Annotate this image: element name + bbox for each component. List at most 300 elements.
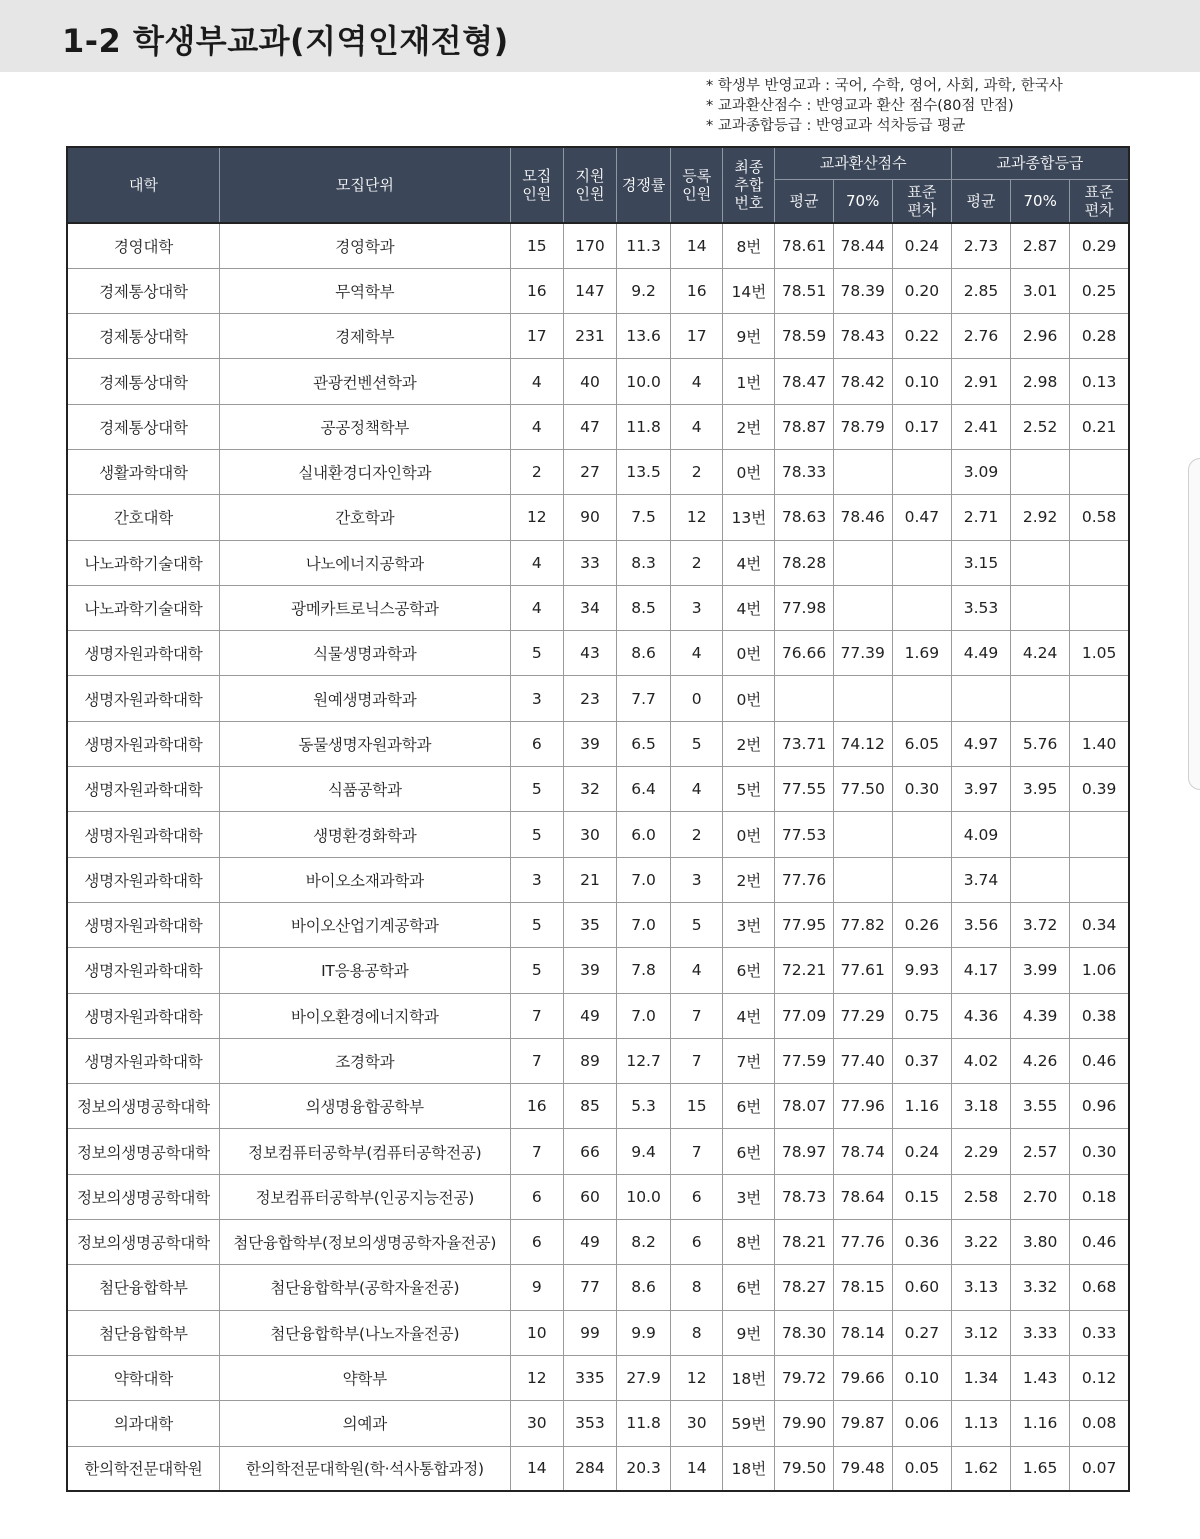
score-avg-cell: 77.55: [775, 767, 833, 812]
score-avg-cell: 77.95: [775, 902, 833, 947]
grade-avg-cell: 4.49: [951, 631, 1010, 676]
unit-cell: 식물생명과학과: [219, 631, 510, 676]
applicants-cell: 170: [563, 223, 616, 268]
final-no-cell: 0번: [723, 449, 775, 494]
score-70-cell: 77.76: [833, 1220, 892, 1265]
grade-avg-cell: 3.22: [951, 1220, 1010, 1265]
unit-cell: 식품공학과: [219, 767, 510, 812]
applicants-cell: 39: [563, 721, 616, 766]
applicants-cell: 66: [563, 1129, 616, 1174]
score-avg-cell: 79.90: [775, 1401, 833, 1446]
unit-cell: 바이오환경에너지학과: [219, 993, 510, 1038]
unit-cell: 바이오산업기계공학과: [219, 902, 510, 947]
score-avg-cell: 78.73: [775, 1174, 833, 1219]
applicants-cell: 284: [563, 1446, 616, 1491]
score-std-cell: 0.24: [892, 1129, 951, 1174]
unit-cell: 의생명융합공학부: [219, 1084, 510, 1129]
header-grade-std: 표준 편차: [1070, 179, 1129, 223]
registered-cell: 2: [671, 449, 723, 494]
university-cell: 생명자원과학대학: [67, 676, 219, 721]
ratio-cell: 10.0: [617, 359, 671, 404]
table-row: [67, 495, 1129, 540]
ratio-cell: 7.0: [617, 857, 671, 902]
applicants-cell: 39: [563, 948, 616, 993]
table-row: [67, 721, 1129, 766]
applicants-cell: 34: [563, 585, 616, 630]
recruit-cell: 5: [510, 767, 563, 812]
registered-cell: 2: [671, 812, 723, 857]
grade-std-cell: 0.21: [1070, 404, 1129, 449]
university-cell: 생명자원과학대학: [67, 812, 219, 857]
grade-avg-cell: 2.91: [951, 359, 1010, 404]
final-no-cell: 0번: [723, 676, 775, 721]
grade-std-cell: 0.29: [1070, 223, 1129, 268]
grade-avg-cell: 4.36: [951, 993, 1010, 1038]
score-std-cell: 0.05: [892, 1446, 951, 1491]
ratio-cell: 5.3: [617, 1084, 671, 1129]
recruit-cell: 5: [510, 948, 563, 993]
note-line: * 교과종합등급 : 반영교과 석차등급 평균: [706, 118, 966, 134]
note-line: * 학생부 반영교과 : 국어, 수학, 영어, 사회, 과학, 한국사: [706, 78, 1063, 94]
recruit-cell: 16: [510, 268, 563, 313]
final-no-cell: 2번: [723, 404, 775, 449]
unit-cell: 원예생명과학과: [219, 676, 510, 721]
score-std-cell: 0.20: [892, 268, 951, 313]
unit-cell: IT응용공학과: [219, 948, 510, 993]
score-70-cell: 78.46: [833, 495, 892, 540]
registered-cell: 0: [671, 676, 723, 721]
ratio-cell: 6.5: [617, 721, 671, 766]
score-avg-cell: 78.63: [775, 495, 833, 540]
ratio-cell: 13.6: [617, 314, 671, 359]
header-score-std: 표준 편차: [892, 179, 951, 223]
score-avg-cell: 76.66: [775, 631, 833, 676]
score-70-cell: 77.40: [833, 1038, 892, 1083]
score-avg-cell: 78.51: [775, 268, 833, 313]
unit-cell: 의예과: [219, 1401, 510, 1446]
final-no-cell: 9번: [723, 314, 775, 359]
final-no-cell: 2번: [723, 721, 775, 766]
university-cell: 생명자원과학대학: [67, 721, 219, 766]
ratio-cell: 7.8: [617, 948, 671, 993]
final-no-cell: 0번: [723, 812, 775, 857]
grade-avg-cell: 3.15: [951, 540, 1010, 585]
university-cell: 정보의생명공학대학: [67, 1174, 219, 1219]
grade-std-cell: 1.05: [1070, 631, 1129, 676]
unit-cell: 공공정책학부: [219, 404, 510, 449]
university-cell: 경제통상대학: [67, 359, 219, 404]
registered-cell: 16: [671, 268, 723, 313]
table-row: [67, 1446, 1129, 1491]
score-avg-cell: [775, 676, 833, 721]
score-70-cell: 78.15: [833, 1265, 892, 1310]
score-avg-cell: 77.53: [775, 812, 833, 857]
notes: [706, 76, 1146, 136]
recruit-cell: 17: [510, 314, 563, 359]
grade-70-cell: 3.80: [1011, 1220, 1070, 1265]
grade-70-cell: 2.70: [1011, 1174, 1070, 1219]
final-no-cell: 14번: [723, 268, 775, 313]
header-score-group: 교과환산점수: [775, 147, 951, 179]
ratio-cell: 27.9: [617, 1355, 671, 1400]
score-70-cell: [833, 676, 892, 721]
grade-avg-cell: 2.58: [951, 1174, 1010, 1219]
grade-70-cell: 3.72: [1011, 902, 1070, 947]
score-70-cell: 78.44: [833, 223, 892, 268]
university-cell: 간호대학: [67, 495, 219, 540]
registered-cell: 5: [671, 902, 723, 947]
ratio-cell: 7.7: [617, 676, 671, 721]
table-body: [67, 223, 1129, 1491]
header-recruit: 모집 인원: [510, 147, 563, 223]
grade-avg-cell: 4.02: [951, 1038, 1010, 1083]
table-row: [67, 857, 1129, 902]
grade-avg-cell: 2.73: [951, 223, 1010, 268]
grade-avg-cell: 2.85: [951, 268, 1010, 313]
final-no-cell: 6번: [723, 1129, 775, 1174]
unit-cell: 실내환경디자인학과: [219, 449, 510, 494]
score-std-cell: 1.16: [892, 1084, 951, 1129]
unit-cell: 조경학과: [219, 1038, 510, 1083]
score-70-cell: [833, 812, 892, 857]
grade-std-cell: 0.08: [1070, 1401, 1129, 1446]
grade-70-cell: 3.95: [1011, 767, 1070, 812]
recruit-cell: 30: [510, 1401, 563, 1446]
grade-std-cell: 0.12: [1070, 1355, 1129, 1400]
header-grade-group: 교과종합등급: [951, 147, 1129, 179]
applicants-cell: 90: [563, 495, 616, 540]
grade-std-cell: 0.39: [1070, 767, 1129, 812]
applicants-cell: 47: [563, 404, 616, 449]
score-70-cell: [833, 449, 892, 494]
unit-cell: 첨단융합학부(공학자율전공): [219, 1265, 510, 1310]
recruit-cell: 6: [510, 721, 563, 766]
score-std-cell: [892, 812, 951, 857]
university-cell: 정보의생명공학대학: [67, 1129, 219, 1174]
score-70-cell: 79.87: [833, 1401, 892, 1446]
table-row: [67, 1038, 1129, 1083]
registered-cell: 14: [671, 223, 723, 268]
grade-70-cell: 4.26: [1011, 1038, 1070, 1083]
final-no-cell: 5번: [723, 767, 775, 812]
final-no-cell: 9번: [723, 1310, 775, 1355]
grade-std-cell: 1.40: [1070, 721, 1129, 766]
university-cell: 생명자원과학대학: [67, 902, 219, 947]
score-avg-cell: 78.28: [775, 540, 833, 585]
header-grade-70: 70%: [1011, 179, 1070, 223]
recruit-cell: 12: [510, 1355, 563, 1400]
applicants-cell: 147: [563, 268, 616, 313]
unit-cell: 관광컨벤션학과: [219, 359, 510, 404]
score-std-cell: 9.93: [892, 948, 951, 993]
applicants-cell: 85: [563, 1084, 616, 1129]
ratio-cell: 12.7: [617, 1038, 671, 1083]
score-avg-cell: 78.33: [775, 449, 833, 494]
grade-avg-cell: 4.97: [951, 721, 1010, 766]
grade-std-cell: 0.07: [1070, 1446, 1129, 1491]
score-std-cell: 0.22: [892, 314, 951, 359]
score-std-cell: 0.36: [892, 1220, 951, 1265]
grade-70-cell: [1011, 449, 1070, 494]
ratio-cell: 20.3: [617, 1446, 671, 1491]
score-avg-cell: 78.87: [775, 404, 833, 449]
grade-std-cell: [1070, 676, 1129, 721]
registered-cell: 4: [671, 359, 723, 404]
grade-70-cell: [1011, 676, 1070, 721]
grade-70-cell: 2.52: [1011, 404, 1070, 449]
ratio-cell: 8.2: [617, 1220, 671, 1265]
unit-cell: 첨단융합학부(정보의생명공학자율전공): [219, 1220, 510, 1265]
university-cell: 생명자원과학대학: [67, 948, 219, 993]
grade-avg-cell: 3.13: [951, 1265, 1010, 1310]
final-no-cell: 59번: [723, 1401, 775, 1446]
registered-cell: 3: [671, 585, 723, 630]
registered-cell: 4: [671, 948, 723, 993]
grade-avg-cell: 1.13: [951, 1401, 1010, 1446]
applicants-cell: 40: [563, 359, 616, 404]
table-row: [67, 359, 1129, 404]
grade-std-cell: [1070, 812, 1129, 857]
table-row: [67, 223, 1129, 268]
header-applicants: 지원 인원: [563, 147, 616, 223]
score-avg-cell: 77.09: [775, 993, 833, 1038]
score-std-cell: 0.17: [892, 404, 951, 449]
grade-70-cell: 2.87: [1011, 223, 1070, 268]
score-70-cell: 78.14: [833, 1310, 892, 1355]
score-avg-cell: 79.72: [775, 1355, 833, 1400]
ratio-cell: 6.0: [617, 812, 671, 857]
header-score-avg: 평균: [775, 179, 833, 223]
grade-70-cell: 1.16: [1011, 1401, 1070, 1446]
score-70-cell: 78.43: [833, 314, 892, 359]
score-70-cell: [833, 857, 892, 902]
recruit-cell: 15: [510, 223, 563, 268]
score-avg-cell: 78.59: [775, 314, 833, 359]
table-row: [67, 1265, 1129, 1310]
registered-cell: 17: [671, 314, 723, 359]
applicants-cell: 23: [563, 676, 616, 721]
ratio-cell: 11.3: [617, 223, 671, 268]
grade-std-cell: 0.34: [1070, 902, 1129, 947]
registered-cell: 8: [671, 1265, 723, 1310]
grade-avg-cell: 3.12: [951, 1310, 1010, 1355]
score-std-cell: 0.27: [892, 1310, 951, 1355]
university-cell: 나노과학기술대학: [67, 540, 219, 585]
applicants-cell: 27: [563, 449, 616, 494]
university-cell: 생명자원과학대학: [67, 767, 219, 812]
grade-std-cell: [1070, 449, 1129, 494]
registered-cell: 4: [671, 767, 723, 812]
grade-avg-cell: 4.17: [951, 948, 1010, 993]
grade-70-cell: 3.01: [1011, 268, 1070, 313]
grade-70-cell: [1011, 585, 1070, 630]
unit-cell: 무역학부: [219, 268, 510, 313]
applicants-cell: 35: [563, 902, 616, 947]
unit-cell: 경제학부: [219, 314, 510, 359]
table-row: [67, 1310, 1129, 1355]
applicants-cell: 77: [563, 1265, 616, 1310]
recruit-cell: 4: [510, 404, 563, 449]
ratio-cell: 13.5: [617, 449, 671, 494]
recruit-cell: 16: [510, 1084, 563, 1129]
registered-cell: 7: [671, 1038, 723, 1083]
applicants-cell: 32: [563, 767, 616, 812]
grade-avg-cell: 3.09: [951, 449, 1010, 494]
final-no-cell: 0번: [723, 631, 775, 676]
score-std-cell: 6.05: [892, 721, 951, 766]
applicants-cell: 99: [563, 1310, 616, 1355]
score-70-cell: 77.82: [833, 902, 892, 947]
ratio-cell: 10.0: [617, 1174, 671, 1219]
grade-70-cell: 4.24: [1011, 631, 1070, 676]
ratio-cell: 6.4: [617, 767, 671, 812]
grade-std-cell: 0.18: [1070, 1174, 1129, 1219]
grade-70-cell: 5.76: [1011, 721, 1070, 766]
header-score-70: 70%: [833, 179, 892, 223]
grade-70-cell: 1.65: [1011, 1446, 1070, 1491]
final-no-cell: 4번: [723, 540, 775, 585]
university-cell: 의과대학: [67, 1401, 219, 1446]
ratio-cell: 8.3: [617, 540, 671, 585]
recruit-cell: 6: [510, 1220, 563, 1265]
unit-cell: 정보컴퓨터공학부(인공지능전공): [219, 1174, 510, 1219]
applicants-cell: 89: [563, 1038, 616, 1083]
university-cell: 한의학전문대학원: [67, 1446, 219, 1491]
note-line: * 교과환산점수 : 반영교과 환산 점수(80점 만점): [706, 98, 1014, 114]
table-row: [67, 314, 1129, 359]
grade-70-cell: 2.96: [1011, 314, 1070, 359]
applicants-cell: 21: [563, 857, 616, 902]
grade-avg-cell: 1.62: [951, 1446, 1010, 1491]
grade-std-cell: 0.25: [1070, 268, 1129, 313]
grade-std-cell: 0.46: [1070, 1220, 1129, 1265]
header-registered: 등록 인원: [671, 147, 723, 223]
recruit-cell: 4: [510, 359, 563, 404]
recruit-cell: 2: [510, 449, 563, 494]
table-row: [67, 585, 1129, 630]
grade-70-cell: 3.32: [1011, 1265, 1070, 1310]
university-cell: 생명자원과학대학: [67, 857, 219, 902]
score-70-cell: 79.48: [833, 1446, 892, 1491]
applicants-cell: 49: [563, 993, 616, 1038]
ratio-cell: 8.5: [617, 585, 671, 630]
score-70-cell: 74.12: [833, 721, 892, 766]
score-70-cell: 78.42: [833, 359, 892, 404]
unit-cell: 한의학전문대학원(학·석사통합과정): [219, 1446, 510, 1491]
grade-70-cell: 3.33: [1011, 1310, 1070, 1355]
recruit-cell: 14: [510, 1446, 563, 1491]
score-avg-cell: 78.21: [775, 1220, 833, 1265]
title-bar: [0, 0, 1200, 72]
university-cell: 생명자원과학대학: [67, 631, 219, 676]
grade-70-cell: 4.39: [1011, 993, 1070, 1038]
table-row: [67, 268, 1129, 313]
score-avg-cell: 77.59: [775, 1038, 833, 1083]
score-std-cell: [892, 585, 951, 630]
score-std-cell: 0.10: [892, 359, 951, 404]
grade-std-cell: 0.58: [1070, 495, 1129, 540]
university-cell: 첨단융합학부: [67, 1265, 219, 1310]
final-no-cell: 18번: [723, 1355, 775, 1400]
applicants-cell: 30: [563, 812, 616, 857]
grade-avg-cell: 3.18: [951, 1084, 1010, 1129]
ratio-cell: 9.9: [617, 1310, 671, 1355]
final-no-cell: 6번: [723, 948, 775, 993]
final-no-cell: 8번: [723, 1220, 775, 1265]
header-unit: 모집단위: [219, 147, 510, 223]
unit-cell: 광메카트로닉스공학과: [219, 585, 510, 630]
score-70-cell: 77.39: [833, 631, 892, 676]
recruit-cell: 5: [510, 902, 563, 947]
grade-70-cell: 2.92: [1011, 495, 1070, 540]
registered-cell: 6: [671, 1174, 723, 1219]
grade-std-cell: [1070, 540, 1129, 585]
applicants-cell: 335: [563, 1355, 616, 1400]
final-no-cell: 4번: [723, 585, 775, 630]
final-no-cell: 6번: [723, 1265, 775, 1310]
table-row: [67, 1174, 1129, 1219]
university-cell: 생명자원과학대학: [67, 1038, 219, 1083]
registered-cell: 4: [671, 404, 723, 449]
recruit-cell: 6: [510, 1174, 563, 1219]
registered-cell: 6: [671, 1220, 723, 1265]
grade-70-cell: [1011, 812, 1070, 857]
table-row: [67, 1355, 1129, 1400]
university-cell: 경제통상대학: [67, 314, 219, 359]
page-title: 1-2 학생부교과(지역인재전형): [62, 22, 509, 60]
table-row: [67, 1084, 1129, 1129]
unit-cell: 간호학과: [219, 495, 510, 540]
score-70-cell: 77.50: [833, 767, 892, 812]
ratio-cell: 7.5: [617, 495, 671, 540]
applicants-cell: 43: [563, 631, 616, 676]
registered-cell: 14: [671, 1446, 723, 1491]
score-avg-cell: 73.71: [775, 721, 833, 766]
applicants-cell: 49: [563, 1220, 616, 1265]
side-scroll-handle[interactable]: [1188, 458, 1200, 790]
grade-std-cell: 0.33: [1070, 1310, 1129, 1355]
recruit-cell: 4: [510, 540, 563, 585]
grade-avg-cell: [951, 676, 1010, 721]
final-no-cell: 3번: [723, 902, 775, 947]
final-no-cell: 18번: [723, 1446, 775, 1491]
grade-avg-cell: 3.97: [951, 767, 1010, 812]
grade-std-cell: 0.68: [1070, 1265, 1129, 1310]
ratio-cell: 9.2: [617, 268, 671, 313]
score-avg-cell: 77.76: [775, 857, 833, 902]
unit-cell: 정보컴퓨터공학부(컴퓨터공학전공): [219, 1129, 510, 1174]
grade-std-cell: 0.38: [1070, 993, 1129, 1038]
grade-70-cell: 1.43: [1011, 1355, 1070, 1400]
admission-table: [66, 146, 1130, 1492]
score-70-cell: [833, 540, 892, 585]
score-std-cell: 0.47: [892, 495, 951, 540]
registered-cell: 5: [671, 721, 723, 766]
unit-cell: 경영학과: [219, 223, 510, 268]
score-std-cell: 0.15: [892, 1174, 951, 1219]
university-cell: 정보의생명공학대학: [67, 1084, 219, 1129]
registered-cell: 30: [671, 1401, 723, 1446]
final-no-cell: 2번: [723, 857, 775, 902]
score-std-cell: 0.30: [892, 767, 951, 812]
grade-std-cell: 0.28: [1070, 314, 1129, 359]
registered-cell: 4: [671, 631, 723, 676]
applicants-cell: 231: [563, 314, 616, 359]
table-row: [67, 449, 1129, 494]
score-std-cell: 0.37: [892, 1038, 951, 1083]
score-avg-cell: 72.21: [775, 948, 833, 993]
unit-cell: 나노에너지공학과: [219, 540, 510, 585]
